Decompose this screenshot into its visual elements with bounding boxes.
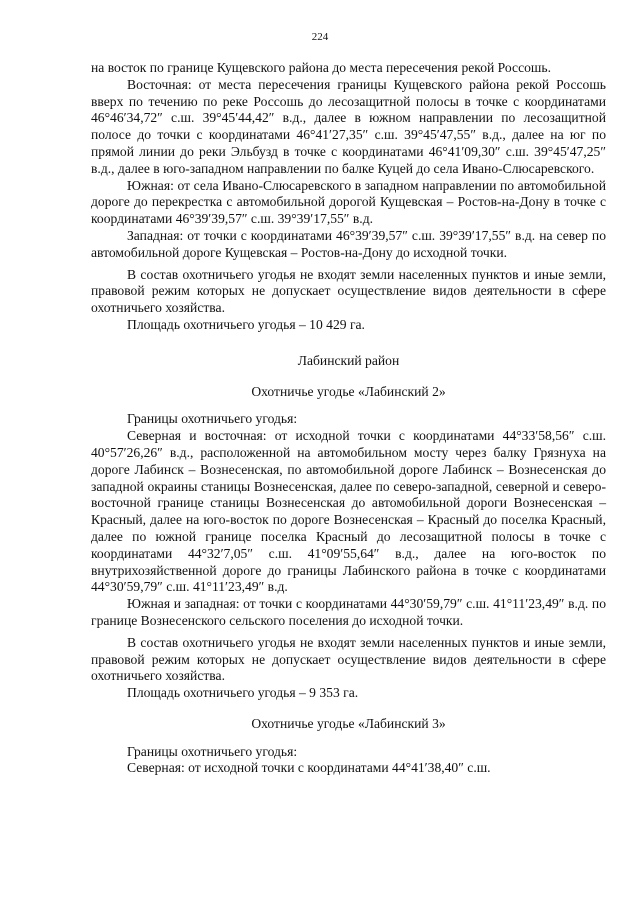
- hunting-area-heading-labinsky-2: Охотничье угодье «Лабинский 2»: [251, 383, 446, 399]
- paragraph-exclusion: В состав охотничьего угодья не входят земли населенных пунктов и иные земли, правовой режим которых не допускает осуществление видов деятельности в сфере охотничьего хозяйства.: [91, 266, 606, 316]
- hunting-area-heading-labinsky-3: Охотничье угодье «Лабинский 3»: [251, 715, 446, 731]
- paragraph-eastern-border: Восточная: от места пересечения границы Кущевского района рекой Россошь вверх по течению по реке Россошь до лесозащитной полосы в точке с координатами 46°46′34,72″ с.ш. 39°45′44,42″ в.д., далее в южном направлении по лесозащитной полосе до точки с координатами 46°41′27,35″ с.ш. 39°45′47,55″ в.д., далее на юг по прямой линии до реки Эльбузд в точке с координатами 46°41′09,30″ с.ш. 39°45′47,25″ в.д., далее в юго-западном направлении по балке Куцей до села Ивано-Слюсаревского.: [91, 76, 606, 176]
- paragraph-borders-intro: Границы охотничьего угодья:: [127, 411, 298, 427]
- page-number: 224: [311, 31, 329, 43]
- paragraph-north-east-border: Северная и восточная: от исходной точки с координатами 44°33′58,56″ с.ш. 40°57′26,26″ в.д., расположенной на автомобильном мосту через балку Грязнуха на дороге Лабинск – Вознесенская, по автомобильной дороге Лабинск – Вознесенская до западной окраины станицы Вознесенская, далее по северо-западной, северной и северо-восточной границе станицы Вознесенская до автомобильной дороги Вознесенская – Красный, далее на юго-восток по дороге Вознесенская – Красный до поселка Красный, далее по южной границе поселка Красный до лесозащитной полосы в точке с координатами 44°32′7,05″ с.ш. 41°09′55,64″ в.д., далее на юго-восток по внутрихозяйственной дороге до границы Лабинского района в точке с координатами 44°30′59,79″ с.ш. 41°11′23,49″ в.д.: [91, 428, 606, 595]
- paragraph-exclusion: В состав охотничьего угодья не входят земли населенных пунктов и иные земли, правовой режим которых не допускает осуществление видов деятельности в сфере охотничьего хозяйства.: [91, 634, 606, 684]
- paragraph-borders-intro: Границы охотничьего угодья:: [127, 743, 298, 759]
- district-heading: Лабинский район: [297, 352, 400, 368]
- paragraph-continuation: на восток по границе Кущевского района до места пересечения рекой Россошь.: [91, 60, 551, 75]
- paragraph-western-border: Западная: от точки с координатами 46°39′39,57″ с.ш. 39°39′17,55″ в.д. на север по автомобильной дороге Кущевская – Ростов-на-Дону до исходной точки.: [91, 227, 606, 260]
- paragraph-area-total: Площадь охотничьего угодья – 10 429 га.: [127, 316, 365, 332]
- paragraph-northern-border: Северная: от исходной точки с координатами 44°41′38,40″ с.ш.: [127, 760, 491, 776]
- document-text: [91, 60, 606, 777]
- paragraph-area-total: Площадь охотничьего угодья – 9 353 га.: [127, 685, 359, 701]
- paragraph-south-west-border: Южная и западная: от точки с координатами 44°30′59,79″ с.ш. 41°11′23,49″ в.д. по границе Вознесенского сельского поселения до исходной точки.: [91, 596, 606, 628]
- paragraph-southern-border: Южная: от села Ивано-Слюсаревского в западном направлении по автомобильной дороге до перекрестка с автомобильной дорогой Кущевская – Ростов-на-Дону в точке с координатами 46°39′39,57″ с.ш. 39°39′17,55″ в.д.: [91, 177, 606, 227]
